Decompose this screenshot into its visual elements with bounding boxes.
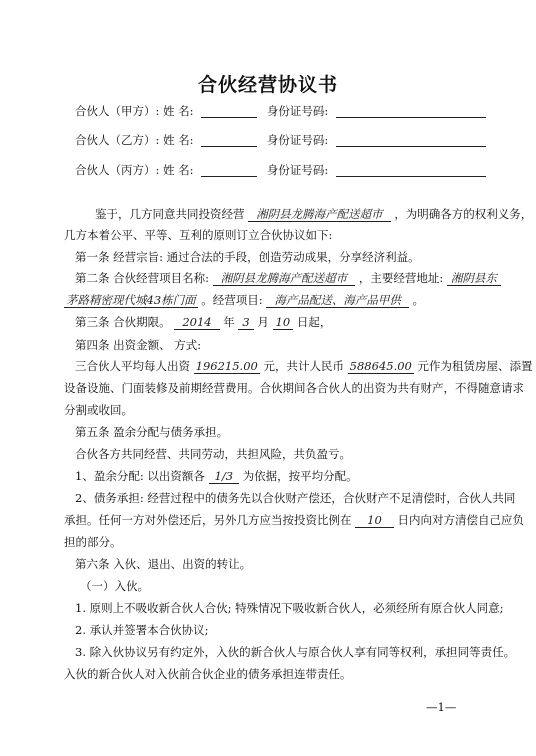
article-6-line-1: 1. 原则上不吸收新合伙人合伙; 特殊情况下吸收新合伙人，必须经所有原合伙人同意; (75, 601, 504, 615)
article-3 (75, 315, 331, 330)
party-b-name-blank (201, 134, 257, 147)
party-a-name-blank (201, 105, 257, 118)
page-number: —1— (426, 700, 457, 714)
business-items-label: 。经营项目: (201, 293, 263, 307)
article-6-line-2: 2. 承认并签署本合伙协议; (75, 623, 209, 637)
party-a-id-blank (336, 105, 486, 118)
article-5-line-5: 担的部分。 (64, 535, 122, 549)
article-6-line-3: 3. 除入伙协议另有约定外，入伙的新合伙人与原合伙人享有同等权利，承担同等责任。 (75, 645, 516, 659)
profit-distribution-text: 为依据，按平均分配。 (242, 469, 358, 483)
article-1: 第一条 经营宗旨: 通过合法的手段，创造劳动成果，分享经济利益。 (75, 250, 420, 264)
intro-text-2: ，为明确各方的权利义务， (394, 207, 533, 221)
article-6-line-4: 入伙的新合伙人对入伙前合伙企业的债务承担连带责任。 (64, 667, 352, 681)
article-5-heading: 第五条 盈余分配与债务承担。 (75, 425, 229, 439)
intro-text: 鉴于，几方同意共同投资经营 (95, 207, 245, 221)
month-unit: 月 (257, 315, 269, 329)
month-fill: 3 (238, 316, 253, 330)
ratio-fill: 1/3 (209, 470, 240, 484)
article-5-line-3: 2、债务承担: 经营过程中的债务先以合伙财产偿还，合伙财产不足清偿时，合伙人共同 (75, 491, 516, 505)
year-unit: 年 (223, 315, 235, 329)
address-label: ，主要经营地址: (358, 271, 444, 285)
party-b-id-label: 身份证号码: (266, 133, 329, 147)
article-4-line-1 (75, 359, 533, 374)
party-a-name-label: 合伙人（甲方）: 姓 名: (75, 104, 194, 118)
article-4-heading: 第四条 出资金额、 方式: (75, 338, 202, 352)
business-items-fill: 海产品配送、海产品甲供 (266, 294, 409, 308)
article-6-heading: 第六条 入伙、退出、出资的转让。 (75, 557, 252, 571)
article-6-subheading: （一）入伙。 (80, 579, 149, 593)
per-person-amount-fill: 196215.00 (195, 359, 258, 373)
article-3-label: 第三条 合伙期限。 (75, 315, 171, 329)
party-b-id-blank (336, 134, 486, 147)
party-c-name-label: 合伙人（丙方）: 姓 名: (75, 163, 194, 177)
address-fill-1: 湘阴县东 (447, 272, 501, 286)
party-b-name-label: 合伙人（乙方）: 姓 名: (75, 133, 194, 147)
article-2-line-2 (64, 293, 424, 308)
article-4-line-2: 设备设施、门面装修及前期经营费用。合伙期间各合伙人的出资为共有财产，不得随意请求 (64, 381, 524, 395)
document-title: 合伙经营协议书 (197, 74, 338, 96)
party-c-id-blank (336, 164, 486, 177)
party-a-row (75, 104, 486, 118)
store-name-fill: 湘阴县龙腾海产配送超市 (248, 208, 391, 222)
intro-line-2: 几方本着公平、平等、互利的原则订立合伙协议如下: (64, 228, 333, 242)
day-unit: 日起， (296, 315, 332, 329)
article-2-label: 第二条 合伙经营项目名称: (75, 271, 210, 285)
debt-text: 承担。任何一方对外偿还后，另外几方应当按投资比例在 (64, 513, 352, 527)
contribution-label: 三合伙人平均每人出资 (75, 359, 190, 373)
intro-line-1 (95, 207, 532, 222)
address-fill-2: 茅路精密现代城43栋门面 (66, 293, 196, 307)
profit-distribution-label: 1、盈余分配: 以出资额各 (75, 469, 205, 483)
party-a-id-label: 身份证号码: (266, 104, 329, 118)
total-label: 元，共计人民币 (263, 359, 345, 373)
period-text: 。 (412, 293, 424, 307)
article-4-line-3: 分割或收回。 (64, 403, 133, 417)
year-fill: 2014 (174, 316, 219, 330)
contribution-purpose: 元作为租赁房屋、添置 (417, 359, 533, 373)
party-c-name-blank (201, 164, 257, 177)
article-5-line-4 (64, 513, 524, 528)
debt-text-2: 日内向对方清偿自己应负 (397, 513, 524, 527)
day-fill: 10 (273, 316, 294, 330)
party-c-id-label: 身份证号码: (266, 163, 329, 177)
days-fill: 10 (355, 514, 394, 528)
article-5-line-2 (75, 469, 358, 484)
article-5-line-1: 合伙各方共同经营、共同劳动，共担风险，共负盈亏。 (75, 447, 351, 461)
total-amount-fill: 588645.00 (349, 359, 412, 373)
project-name-fill: 湘阴县龙腾海产配送超市 (213, 272, 356, 286)
party-b-row (75, 133, 486, 147)
party-c-row (75, 163, 486, 177)
article-2-line-1 (75, 271, 501, 286)
